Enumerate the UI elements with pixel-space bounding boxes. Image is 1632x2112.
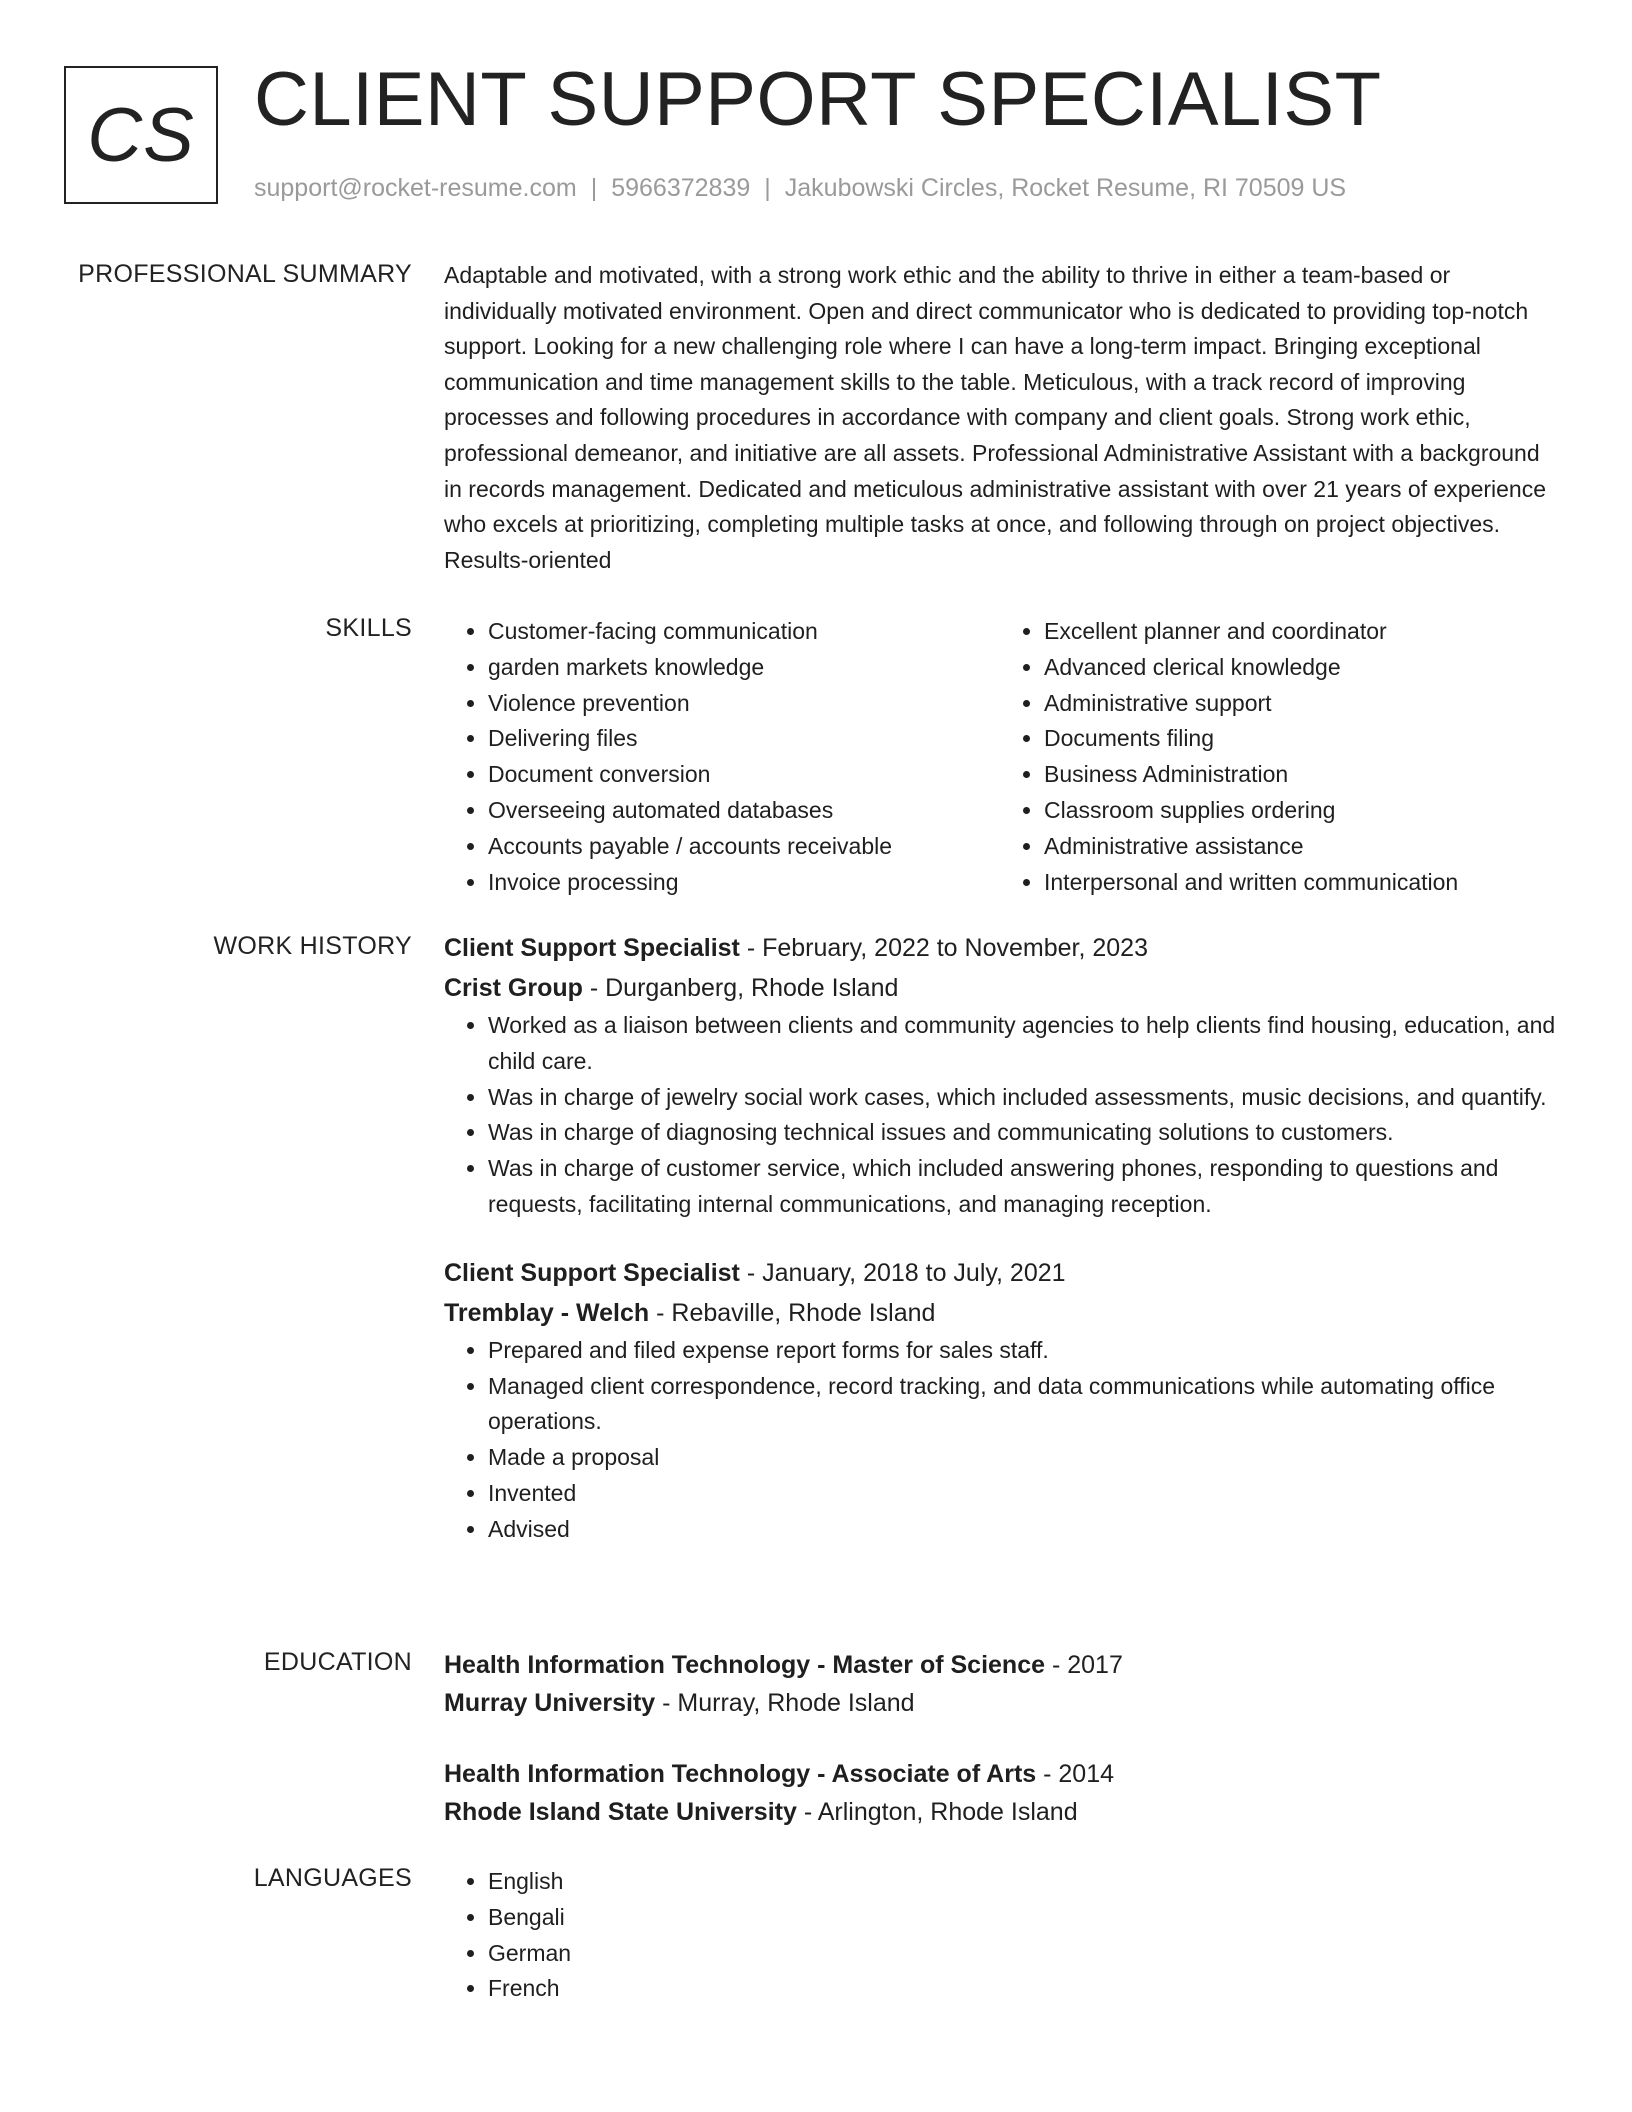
job-location: - Durganberg, Rhode Island — [582, 974, 899, 1002]
job-duty: • Was in charge of customer service, which included answering phones, responding to questions and requests, facilitating internal communications, and managing reception. — [488, 1151, 1556, 1223]
job-duty: • Advised — [488, 1512, 1556, 1548]
job-entry — [444, 1253, 1556, 1548]
skills-list-left — [444, 614, 1000, 900]
degree: Health Information Technology - Associate of Arts — [444, 1760, 1037, 1788]
job-duty: • Prepared and filed expense report forms for sales staff. — [488, 1333, 1556, 1369]
job-location: - Rebaville, Rhode Island — [649, 1298, 936, 1327]
page-title: CLIENT SUPPORT SPECIALIST — [254, 57, 1382, 142]
job-company-line — [444, 968, 1556, 1008]
skill-item: • Interpersonal and written communication — [1044, 865, 1556, 901]
job-title-line — [444, 928, 1556, 968]
skill-item: • Documents filing — [1044, 721, 1556, 757]
job-dates: - January, 2018 to July, 2021 — [739, 1258, 1066, 1287]
education-entry — [444, 1755, 1556, 1831]
graduation-year: - 2014 — [1036, 1760, 1115, 1788]
job-duty: • Managed client correspondence, record tracking, and data communications while automating office operations. — [488, 1369, 1556, 1441]
language-item: • English — [488, 1864, 1556, 1900]
skill-item: • Classroom supplies ordering — [1044, 793, 1556, 829]
summary-text: Adaptable and motivated, with a strong work ethic and the ability to thrive in either a team-based or individually motivated environment. Open and direct communicator who is dedicated to providing top-notch support. Looking for a new challenging role where I can have a long-term impact. Bringing exceptional communication and time management skills to the table. Meticulous, with a track record of improving processes and following procedures in accordance with company and client goals. Strong work ethic, professional demeanor, and initiative are all assets. Professional Administrative Assistant with a background in records management. Dedicated and meticulous administrative assistant with over 21 years of experience who excels at prioritizing, completing multiple tasks at once, and following through on project objectives. Results-oriented — [444, 262, 1547, 573]
school: Murray University — [444, 1689, 656, 1717]
skill-item: • Administrative support — [1044, 686, 1556, 722]
skill-item: • Violence prevention — [488, 686, 1000, 722]
degree: Health Information Technology - Master of Science — [444, 1651, 1046, 1679]
skill-item: • Administrative assistance — [1044, 829, 1556, 865]
address: Jakubowski Circles, Rocket Resume, RI 70509 US — [784, 174, 1347, 202]
section-label-education: EDUCATION — [263, 1648, 412, 1676]
skill-item: • Accounts payable / accounts receivable — [488, 829, 1000, 865]
contact-separator: | — [590, 174, 598, 202]
job-duties — [444, 1333, 1556, 1548]
degree-line — [444, 1646, 1556, 1684]
skill-item: • Customer-facing communication — [488, 614, 1000, 650]
contact-separator: | — [764, 174, 771, 202]
school: Rhode Island State University — [444, 1798, 797, 1826]
school-location: - Murray, Rhode Island — [655, 1689, 915, 1717]
skill-item: • Delivering files — [488, 721, 1000, 757]
languages-list — [444, 1864, 1556, 2007]
education-entry — [444, 1646, 1556, 1722]
skill-item: • garden markets knowledge — [488, 650, 1000, 686]
school-line — [444, 1793, 1556, 1831]
monogram-logo: CS — [64, 66, 218, 204]
contact-line — [254, 174, 1346, 203]
section-label-skills: SKILLS — [325, 614, 412, 642]
skill-item: • Document conversion — [488, 757, 1000, 793]
job-dates: - February, 2022 to November, 2023 — [739, 934, 1148, 962]
job-company-line — [444, 1293, 1556, 1333]
email-link[interactable]: support@rocket-resume.com — [254, 174, 577, 202]
skill-item: • Invoice processing — [488, 865, 1000, 901]
job-duty: • Invented — [488, 1476, 1556, 1512]
job-duty: • Was in charge of jewelry social work cases, which included assessments, music decisions, and quantify. — [488, 1080, 1556, 1116]
job-duty: • Was in charge of diagnosing technical issues and communicating solutions to customers. — [488, 1115, 1556, 1151]
job-duty: • Made a proposal — [488, 1440, 1556, 1476]
job-company: Crist Group — [444, 974, 583, 1002]
skill-item: • Advanced clerical knowledge — [1044, 650, 1556, 686]
skill-item: • Business Administration — [1044, 757, 1556, 793]
section-label-languages: LANGUAGES — [253, 1864, 412, 1892]
degree-line — [444, 1755, 1556, 1793]
graduation-year: - 2017 — [1045, 1651, 1123, 1679]
job-duty: • Worked as a liaison between clients and community agencies to help clients find housing, education, and child care. — [488, 1008, 1556, 1080]
school-location: - Arlington, Rhode Island — [796, 1798, 1078, 1826]
language-item: • Bengali — [488, 1900, 1556, 1936]
job-entry — [444, 928, 1556, 1223]
job-duties — [444, 1008, 1556, 1223]
skill-item: • Excellent planner and coordinator — [1044, 614, 1556, 650]
section-label-work: WORK HISTORY — [213, 932, 412, 960]
job-title: Client Support Specialist — [444, 1258, 740, 1287]
section-label-summary: PROFESSIONAL SUMMARY — [78, 260, 412, 288]
language-item: • French — [488, 1971, 1556, 2007]
job-title: Client Support Specialist — [444, 934, 740, 962]
job-title-line — [444, 1253, 1556, 1293]
phone-number: 5966372839 — [611, 174, 751, 202]
skills-list-right — [1000, 614, 1556, 900]
skill-item: • Overseeing automated databases — [488, 793, 1000, 829]
language-item: • German — [488, 1936, 1556, 1972]
job-company: Tremblay - Welch — [444, 1298, 650, 1327]
school-line — [444, 1684, 1556, 1722]
